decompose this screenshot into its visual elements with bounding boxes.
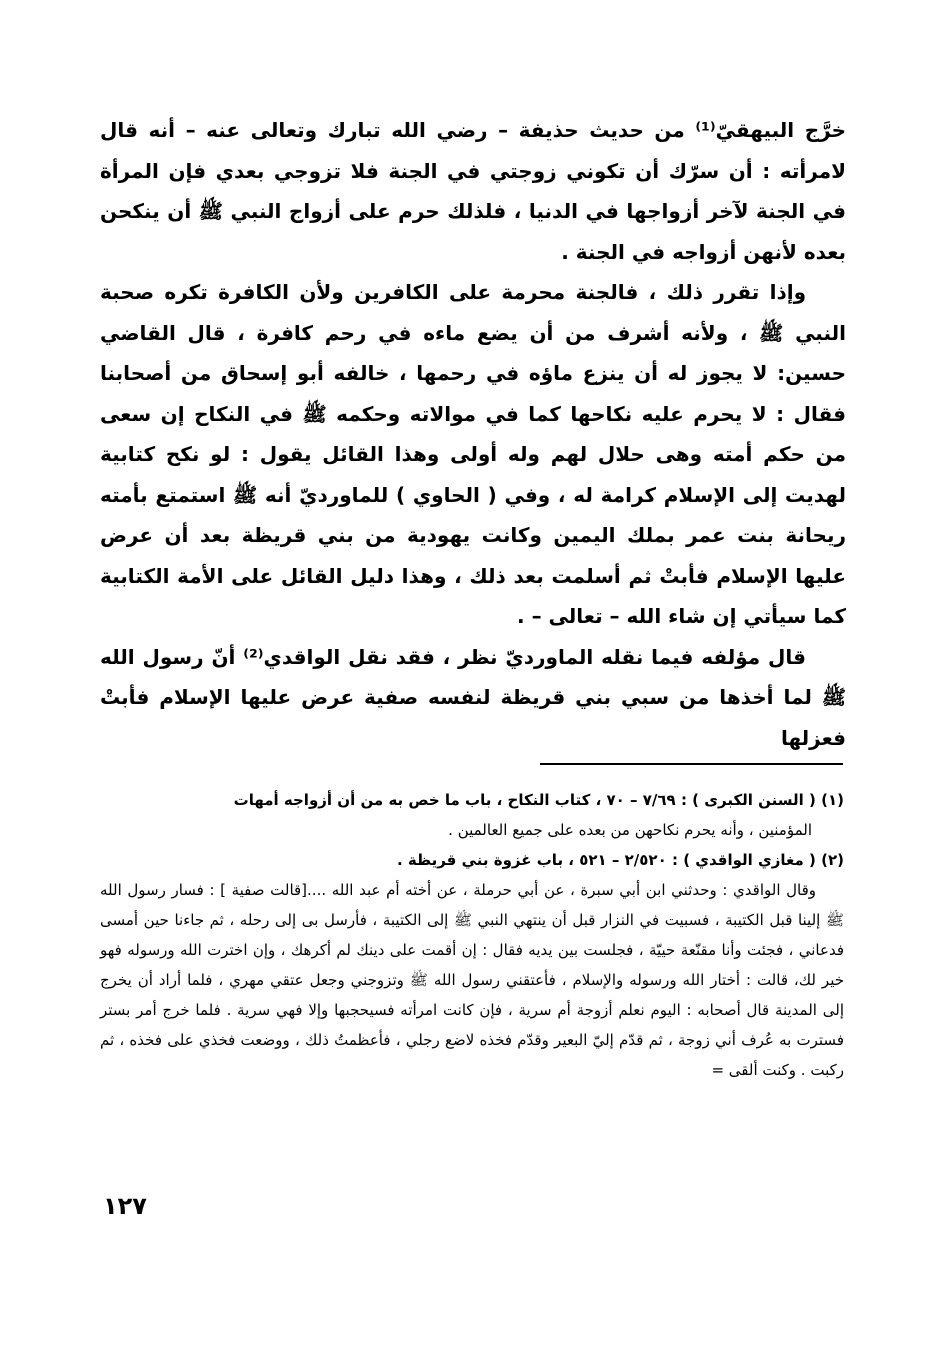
paragraph-2: وإذا تقرر ذلك ، فالجنة محرمة على الكافرين ولأن الكافرة تكره صحبة النبي ﷺ ، ولأنه أشرف من أن يضع ماءه في رحم كافرة ، قال القاضي حسين: لا يجوز له أن ينزع ماؤه في رحمها ، خالفه أبو إسحاق من أصحابنا فقال : لا يحرم عليه نكاحها كما في موالاته وحكمه ﷺ في النكاح إن سعى من حكم أمته وهى حلال لهم وله أولى وهذا القائل يقول : لو نكح كتابية لهديت إلى الإسلام كرامة له ، وفي ( الحاوي ) للماورديّ أنه ﷺ استمتع بأمته ريحانة بنت عمر بملك اليمين وكانت يهودية من بني قريظة بعد أن عرض عليها الإسلام فأبتْ ثم أسلمت بعد ذلك ، وهذا دليل القائل على الأمة الكتابية كما سيأتي إن شاء الله – تعالى – . [100, 280, 846, 628]
footnote-2-quotation: وقال الواقدي : وحدثني ابن أبي سبرة ، عن أبي حرملة ، عن أخته أم عبد الله ....[قالت صفية ] : فسار رسول الله ﷺ إلينا قبل الكتيبة ، فسبيت في النزار قبل أن ينتهي النبي ﷺ إلى الكتيبة ، فأرسل بى إلى رحله ، ثم جاءنا حين أمسى فدعاني ، فجئت وأنا مقنّعة حييّة ، فجلست بين يديه فقال : إن أقمت على دينك لم أكرهك ، وإن اخترت الله ورسوله فهو خير لك، قالت : أختار الله ورسوله والإسلام ، فأعتقني رسول الله ﷺ وتزوجني وجعل عتقي مهري ، فلما أراد أن يخرج إلى المدينة قال أصحابه : اليوم نعلم أزوجة أم سرية ، فإن كانت امرأته فسيحجبها وإلا فهي سرية . فلما خرج أمر بستر فسترت به عُرف أني زوجة ، ثم قدّم إليّ البعير وقدّم فخذه لاضع رجلي ، فأعظمتُ ذلك ، ووضعت فخذي على فخذه ، ثم ركبت . وكنت ألقى = [100, 881, 844, 1079]
footnote-2-reference: (٢) ( مغازي الواقدي ) : ٢/٥٢٠ – ٥٢١ ، باب غزوة بني قريظة . [396, 851, 844, 869]
main-text-block [100, 110, 846, 758]
page-number: ١٢٧ [103, 1192, 147, 1220]
footnote-1-continuation: المؤمنين ، وأنه يحرم نكاحهن من بعده على جميع العالمين . [448, 821, 812, 839]
footnotes-block [100, 785, 844, 1085]
paragraph-3: قال مؤلفه فيما نقله الماورديّ نظر ، فقد نقل الواقدي⁽²⁾ أنّ رسول الله ﷺ لما أخذها من سبي بني قريظة لنفسه صفية عرض عليها الإسلام فأبتْ فعزلها [100, 644, 846, 750]
paragraph-1: خرَّج البيهقيّ⁽¹⁾ من حديث حذيفة – رضي الله تبارك وتعالى عنه – أنه قال لامرأته : أن سرّك أن تكوني زوجتي في الجنة فلا تزوجي بعدي فإن المرأة في الجنة لآخر أزواجها في الدنيا ، فلذلك حرم على أزواج النبي ﷺ أن ينكحن بعده لأنهن أزواجه في الجنة . [100, 118, 846, 264]
footnote-divider [540, 763, 843, 765]
footnote-1-reference: (١) ( السنن الكبرى ) : ٧/٦٩ – ٧٠ ، كتاب النكاح ، باب ما خص به من أن أزواجه أمهات [233, 791, 844, 809]
